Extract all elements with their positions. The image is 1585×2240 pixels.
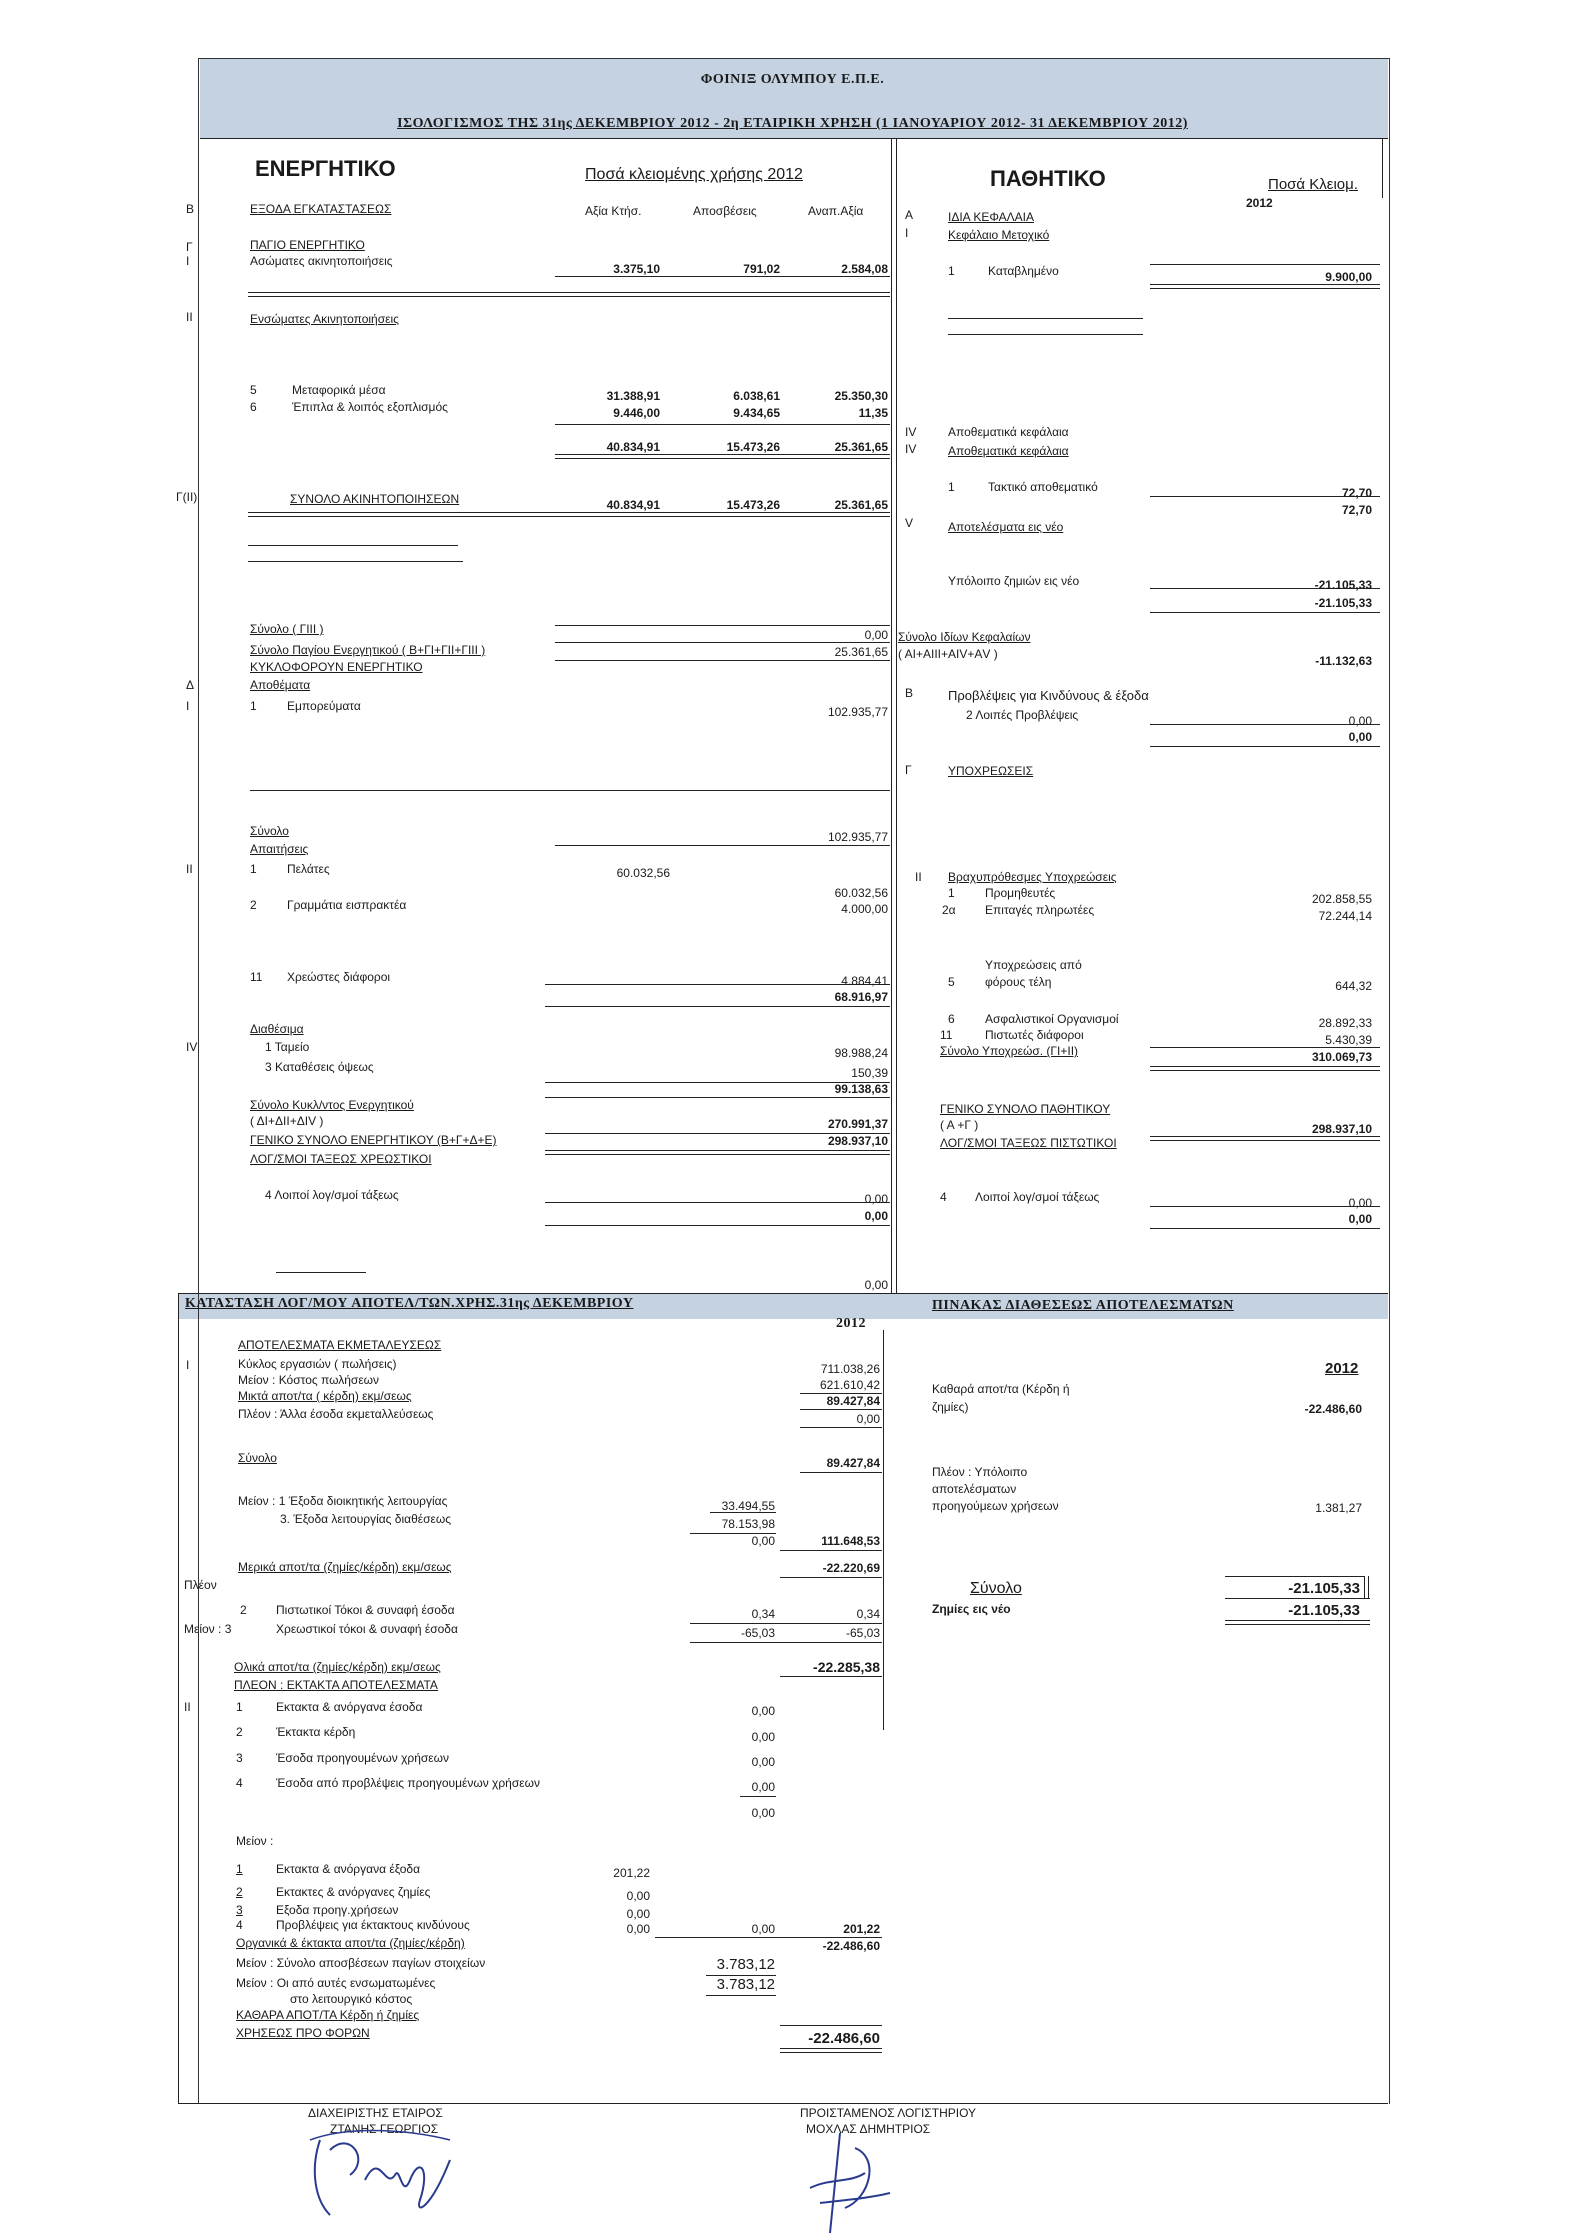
embedded-depr-label: Μείον : Οι από αυτές ενσωματωμένες <box>236 1976 436 1990</box>
code-lg: Γ <box>905 763 912 777</box>
other-provisions-value: 0,00 <box>1348 714 1372 728</box>
credit-memo4-label: Λοιποί λογ/σμοί τάξεως <box>975 1190 1100 1204</box>
col-cost-header: Αξία Κτήσ. <box>585 204 642 218</box>
income-sum-label: Σύνολο <box>238 1451 277 1465</box>
deposits-label: 3 Καταθέσεις όψεως <box>265 1060 374 1074</box>
liab-grand-sub: ( Α +Γ ) <box>940 1118 979 1132</box>
reserves-total: 72,70 <box>1341 503 1372 517</box>
extra-losses-label: Εκτακτες & ανόργανες ζημίες <box>276 1885 431 1899</box>
e2-no: 2 <box>236 1725 243 1739</box>
sales-value: 711.038,26 <box>820 1362 880 1376</box>
organic-results-label: Οργανικά & έκτακτα αποτ/τα (ζημίες/κέρδη) <box>236 1936 465 1950</box>
e1-no: 1 <box>236 1700 243 1714</box>
prior-year-income-value: 0,00 <box>751 1755 775 1769</box>
code-iv: IV <box>905 425 917 439</box>
merchandise-value: 102.935,77 <box>827 705 888 719</box>
dist-net-label-1: Καθαρά αποτ/τα (Κέρδη ή <box>932 1382 1070 1396</box>
equity-total-value: -11.132,63 <box>1315 654 1372 668</box>
rec1-no: 1 <box>250 862 257 876</box>
creditors-label: Πιστωτές διάφοροι <box>985 1028 1084 1042</box>
organic-results-value: -22.486,60 <box>822 1939 880 1953</box>
giii-value: 0,00 <box>864 628 888 642</box>
prior-year-income-label: Έσοδα προηγουμένων χρήσεων <box>276 1751 450 1765</box>
paid-in-value: 9.900,00 <box>1325 270 1372 284</box>
legal-reserve-value: 72,70 <box>1341 486 1372 500</box>
accountant-role: ΠΡΟΙΣΤΑΜΕΝΟΣ ΛΟΓΙΣΤΗΡΙΟΥ <box>800 2106 977 2120</box>
current-total-value: 270.991,37 <box>827 1117 888 1131</box>
loss-carried-value: -21.105,33 <box>1314 578 1372 592</box>
income-sum-value: 89.427,84 <box>826 1456 880 1470</box>
extra-expenses-label: Εκτακτα & ανόργανα έξοδα <box>276 1862 421 1876</box>
liabilities-heading: ΠΑΘΗΤΙΚΟ <box>990 166 1106 191</box>
deposits-value: 150,39 <box>851 1066 888 1080</box>
ai1-no: 1 <box>948 264 955 278</box>
x1-no: 1 <box>236 1862 243 1876</box>
dist-net-label-2: ζημίες) <box>932 1400 969 1414</box>
sales-label: Κύκλος εργασιών ( πωλήσεις) <box>238 1357 397 1371</box>
operating-cost-label: στο λειτουργικό κόστος <box>290 1992 413 2006</box>
credit-memo4-no: 4 <box>940 1190 947 1204</box>
x3-no: 3 <box>236 1903 243 1917</box>
fixed-assets-label: ΠΑΓΙΟ ΕΝΕΡΓΗΤΙΚΟ <box>250 238 365 252</box>
code-cash: IV <box>186 1040 198 1054</box>
x2-no: 2 <box>236 1885 243 1899</box>
provisions-total: 0,00 <box>1348 730 1372 744</box>
p11-no: 11 <box>940 1028 953 1042</box>
extra-gains-label: Έκτακτα κέρδη <box>276 1725 356 1739</box>
provision-income-value: 0,00 <box>751 1780 775 1794</box>
partial-results-value: -22.220,69 <box>822 1561 880 1575</box>
accountant-name: ΜΟΧΛΑΣ ΔΗΜΗΤΡΙΟΣ <box>806 2122 931 2136</box>
furniture-net: 11,35 <box>858 406 888 420</box>
inventory-label: Αποθέματα <box>250 678 311 692</box>
total-results-value: -22.285,38 <box>813 1659 880 1675</box>
code-lgii: ΙΙ <box>915 870 922 884</box>
intangible-depr: 791,02 <box>743 262 780 276</box>
gross-profit-label: Μικτά αποτ/τα ( κέρδη) εκμ/σεως <box>238 1389 412 1403</box>
income-code-ii: ΙΙ <box>184 1700 191 1714</box>
interest-income-label: Πιστωτικοί Τόκοι & συναφή έσοδα <box>276 1603 455 1617</box>
receivables-total: 68.916,97 <box>834 990 888 1004</box>
gross-profit-value: 89.427,84 <box>826 1394 880 1408</box>
assets-heading: ΕΝΕΡΓΗΤΙΚΟ <box>255 156 396 181</box>
code-g: Γ <box>186 240 193 254</box>
code-iv2: IV <box>905 442 917 456</box>
code-rec: ΙΙ <box>186 862 193 876</box>
cashbox-value: 98.988,24 <box>834 1046 888 1060</box>
selling-expenses-value: 78.153,98 <box>721 1517 775 1531</box>
debit-memo4-value: 0,00 <box>864 1192 888 1206</box>
legal-reserve-label: Τακτικό αποθεματικό <box>988 480 1098 494</box>
sundry-debtors-value: 4.884,41 <box>841 974 888 988</box>
loss-carried-total: -21.105,33 <box>1314 596 1372 610</box>
income-code-i: Ι <box>186 1358 190 1372</box>
assets-grand-value: 298.937,10 <box>827 1134 888 1148</box>
debit-memo-total: 0,00 <box>864 1209 888 1223</box>
rec2-no: 2 <box>250 898 257 912</box>
extra-gains-value: 0,00 <box>751 1730 775 1744</box>
code-ii: ΙΙ <box>186 310 193 324</box>
insurance-value: 28.892,33 <box>1318 1016 1372 1030</box>
rec11-no: 11 <box>250 970 263 984</box>
prior-year-expenses-label: Εξοδα προηγ.χρήσεων <box>276 1903 399 1917</box>
interest-expense-a: -65,03 <box>740 1626 775 1640</box>
reserves-label: Αποθεματικά κεφάλαια <box>948 425 1069 439</box>
retained-label: Αποτελέσματα εις νέο <box>948 520 1064 534</box>
merchandise-label: Εμπορεύματα <box>287 699 361 713</box>
res1-no: 1 <box>948 480 955 494</box>
operating-results-heading: ΑΠΟΤΕΛΕΣΜΑΤΑ ΕΚΜΕΤΑΛΕΥΣΕΩΣ <box>238 1338 442 1352</box>
extraordinary-heading: ΠΛΕΟΝ : ΕΚΤΑΚΤΑ ΑΠΟΤΕΛΕΣΜΑΤΑ <box>234 1678 438 1692</box>
obligations-label: ΥΠΟΧΡΕΩΣΕΙΣ <box>948 764 1034 778</box>
loss-carried-label: Υπόλοιπο ζημιών εις νέο <box>948 574 1080 588</box>
intangible-net: 2.584,08 <box>841 262 888 276</box>
equity-total-label: Σύνολο Ιδίων Κεφαλαίων <box>898 630 1031 644</box>
equity-total-sub: ( ΑΙ+ΑΙΙΙ+ΑΙV+ΑV ) <box>898 647 998 661</box>
interest-income-a: 0,34 <box>751 1607 775 1621</box>
creditors-value: 5.430,39 <box>1325 1033 1372 1047</box>
company-name: ΦΟΙΝΙΞ ΟΛΥΜΠΟΥ Ε.Π.Ε. <box>700 72 885 87</box>
fixed-total-value: 25.361,65 <box>834 645 888 659</box>
notes-value: 4.000,00 <box>841 902 888 916</box>
code-d1: Ι <box>186 699 190 713</box>
assets-bottom-value: 0,00 <box>864 1278 888 1292</box>
depreciation-value: 3.783,12 <box>716 1956 775 1973</box>
manager-role: ΔΙΑΧΕΙΡΙΣΤΗΣ ΕΤΑΙΡΟΣ <box>308 2106 443 2120</box>
taxes-value: 644,32 <box>1335 979 1372 993</box>
net-results-label-1: ΚΑΘΑΡΑ ΑΠΟΤ/ΤΑ Κέρδη ή ζημίες <box>236 2008 420 2022</box>
int-in-no: 2 <box>240 1603 247 1617</box>
dist-net-value: -22.486,60 <box>1304 1402 1362 1416</box>
taxes-label-2: φόρους τέλη <box>985 975 1052 989</box>
insurance-label: Ασφαλιστικοί Οργανισμοί <box>985 1012 1119 1026</box>
other-provisions-label: 2 Λοιπές Προβλέψεις <box>966 708 1079 722</box>
liabilities-year: 2012 <box>1246 196 1273 210</box>
net-results-value: -22.486,60 <box>808 2030 880 2047</box>
extra-expenses-col2: 0,00 <box>751 1922 775 1936</box>
code-gii: Γ(ΙΙ) <box>176 490 198 504</box>
inventory-total-label: Σύνολο <box>250 824 289 838</box>
extra-losses-value: 0,00 <box>626 1889 650 1903</box>
expenses-col1: 0,00 <box>751 1534 775 1548</box>
liabilities-amount-heading: Ποσά Κλειομ. <box>1268 176 1358 193</box>
suppliers-label: Προμηθευτές <box>985 886 1056 900</box>
cogs-label: Μείον : Κόστος πωλήσεων <box>238 1373 380 1387</box>
interest-expense-b: -65,03 <box>845 1626 880 1640</box>
liab-grand-label: ΓΕΝΙΚΟ ΣΥΝΟΛΟ ΠΑΘΗΤΙΚΟΥ <box>940 1102 1111 1116</box>
row5-no: 5 <box>250 383 257 397</box>
tangible-sub-depr: 15.473,26 <box>726 440 780 454</box>
manager-signature <box>290 2120 470 2230</box>
income-heading: ΚΑΤΑΣΤΑΣΗ ΛΟΓ/ΜΟΥ ΑΠΟΤΕΛ/ΤΩΝ.ΧΡΗΣ.31ης ΔΕΚΕΜΒΡΙΟΥ <box>185 1296 634 1311</box>
equity-section-label: ΙΔΙΑ ΚΕΦΑΛΑΙΑ <box>948 210 1034 224</box>
cogs-value: 621.610,42 <box>819 1378 880 1392</box>
distribution-year: 2012 <box>1325 1360 1359 1377</box>
plus-label: Πλέον <box>184 1578 217 1592</box>
debit-memo4-label: 4 Λοιποί λογ/σμοί τάξεως <box>265 1188 399 1202</box>
x4-no: 4 <box>236 1918 243 1932</box>
customers-label: Πελάτες <box>287 862 330 876</box>
formation-expenses-label: ΕΞΟΔΑ ΕΓΚΑΤΑΣΤΑΣΕΩΣ <box>250 202 392 216</box>
suppliers-value: 202.858,55 <box>1311 892 1372 906</box>
depreciation-label: Μείον : Σύνολο αποσβέσεων παγίων στοιχείων <box>236 1956 486 1970</box>
minus-label: Μείον : 3 <box>184 1622 232 1636</box>
extra-income-total: 0,00 <box>751 1806 775 1820</box>
liab-total-label: Σύνολο Υποχρεώσ. (ΓΙ+ΙΙ) <box>940 1044 1079 1058</box>
admin-expenses-value: 33.494,55 <box>721 1499 775 1513</box>
code-i: Ι <box>186 254 190 268</box>
cash-total: 99.138,63 <box>834 1082 888 1096</box>
intangible-label: Ασώματες ακινητοποιήσεις <box>250 254 393 268</box>
manager-name: ΖΤΑΝΗΣ ΓΕΩΡΓΙΟΣ <box>330 2122 439 2136</box>
customers-gross: 60.032,56 <box>616 866 670 880</box>
reserves-label-2: Αποθεματικά κεφάλαια <box>948 444 1069 458</box>
total-fixed-net: 25.361,65 <box>834 498 888 512</box>
total-fixed-cost: 40.834,91 <box>606 498 660 512</box>
code-lb: Β <box>905 686 914 700</box>
dist-prev-label-1: Πλέον : Υπόλοιπο <box>932 1465 1028 1479</box>
transport-depr: 6.038,61 <box>733 389 780 403</box>
distribution-heading: ΠΙΝΑΚΑΣ ΔΙΑΘΕΣΕΩΣ ΑΠΟΤΕΛΕΣΜΑΤΩΝ <box>932 1298 1234 1313</box>
d1-no: 1 <box>250 699 257 713</box>
furniture-label: Έπιπλα & λοιπός εξοπλισμός <box>292 400 448 414</box>
dist-loss-label: Ζημίες εις νέο <box>932 1602 1011 1616</box>
extra-expenses-total: 201,22 <box>843 1922 880 1936</box>
transport-label: Μεταφορικά μέσα <box>292 383 386 397</box>
assets-grand-label: ΓΕΝΙΚΟ ΣΥΝΟΛΟ ΕΝΕΡΓΗΤΙΚΟΥ (Β+Γ+Δ+Ε) <box>250 1133 497 1147</box>
risk-provisions-value: 0,00 <box>626 1922 650 1936</box>
credit-memo-label: ΛΟΓ/ΣΜΟΙ ΤΑΞΕΩΣ ΠΙΣΤΩΤΙΚΟΙ <box>940 1136 1117 1150</box>
code-v: V <box>905 516 914 530</box>
liab-grand-value: 298.937,10 <box>1311 1122 1372 1136</box>
dist-sum-label: Σύνολο <box>970 1580 1022 1597</box>
code-b: Β <box>186 202 195 216</box>
dist-sum-value: -21.105,33 <box>1288 1580 1360 1597</box>
inventory-total-value: 102.935,77 <box>827 830 888 844</box>
admin-expenses-label: Μείον : 1 Έξοδα διοικητικής λειτουργίας <box>238 1494 448 1508</box>
other-income-label: Πλέον : Άλλα έσοδα εκμεταλλεύσεως <box>238 1407 434 1421</box>
column-divider <box>891 138 892 1293</box>
expenses-total: 111.648,53 <box>821 1534 880 1548</box>
liab-total-value: 310.069,73 <box>1311 1050 1372 1064</box>
cash-label: Διαθέσιμα <box>250 1022 304 1036</box>
receivables-label: Απαιτήσεις <box>250 842 309 856</box>
dist-prev-label-2: αποτελέσματων <box>932 1482 1017 1496</box>
fixed-total-label: Σύνολο Παγίου Ενεργητικού ( Β+ΓΙ+ΓΙΙ+ΓΙΙΙ ) <box>250 643 486 657</box>
paid-in-label: Καταβλημένο <box>988 264 1059 278</box>
row6-no: 6 <box>250 400 257 414</box>
debit-memo-label: ΛΟΓ/ΣΜΟΙ ΤΑΞΕΩΣ ΧΡΕΩΣΤΙΚΟΙ <box>250 1152 432 1166</box>
p2-no: 2α <box>942 903 956 917</box>
cheques-payable-label: Επιταγές πληρωτέες <box>985 903 1095 917</box>
transport-cost: 31.388,91 <box>606 389 660 403</box>
provisions-label: Προβλέψεις για Κινδύνους & έξοδα <box>948 688 1149 703</box>
net-results-label-2: ΧΡΗΣΕΩΣ ΠΡΟ ΦΟΡΩΝ <box>236 2026 370 2040</box>
customers-value: 60.032,56 <box>834 886 888 900</box>
other-income-value: 0,00 <box>856 1412 880 1426</box>
col-net-header: Αναπ.Αξία <box>808 204 864 218</box>
e3-no: 3 <box>236 1751 243 1765</box>
provision-income-label: Έσοδα από προβλέψεις προηγουμένων χρήσεων <box>276 1776 540 1790</box>
interest-income-b: 0,34 <box>856 1607 880 1621</box>
total-fixed-depr: 15.473,26 <box>726 498 780 512</box>
p6-no: 6 <box>948 1012 955 1026</box>
code-d: Δ <box>186 678 195 692</box>
current-total-sub: ( ΔΙ+ΔΙΙ+ΔΙV ) <box>250 1114 324 1128</box>
extra-income-value: 0,00 <box>751 1704 775 1718</box>
e4-no: 4 <box>236 1776 243 1790</box>
sundry-debtors-label: Χρεώστες διάφοροι <box>287 970 391 984</box>
transport-net: 25.350,30 <box>834 389 888 403</box>
giii-label: Σύνολο ( ΓΙΙΙ ) <box>250 622 324 636</box>
code-ai: Ι <box>905 226 909 240</box>
cashbox-label: 1 Ταμείο <box>265 1040 310 1054</box>
col-depr-header: Αποσβέσεις <box>693 204 757 218</box>
furniture-depr: 9.434,65 <box>733 406 780 420</box>
embedded-depr-value: 3.783,12 <box>716 1976 775 1993</box>
report-title: ΙΣΟΛΟΓΙΣΜΟΣ ΤΗΣ 31ης ΔΕΚΕΜΒΡΙΟΥ 2012 - 2η ΕΤΑΙΡΙΚΗ ΧΡΗΣΗ (1 ΙΑΝΟΥΑΡΙΟΥ 2012- 31 ΔΕΚΕΜΒΡΙΟΥ 2012) <box>397 116 1188 131</box>
tangible-label: Ενσώματες Ακινητοποιήσεις <box>250 312 399 326</box>
share-capital-label: Κεφάλαιο Μετοχικό <box>948 228 1050 242</box>
total-results-label: Ολικά αποτ/τα (ζημίες/κέρδη) εκμ/σεως <box>234 1660 441 1674</box>
interest-expense-label: Χρεωστικοί τόκοι & συναφή έσοδα <box>276 1622 458 1636</box>
dist-prev-value: 1.381,27 <box>1315 1501 1362 1515</box>
extra-expenses-value: 201,22 <box>613 1866 650 1880</box>
credit-memo-total: 0,00 <box>1348 1212 1372 1226</box>
current-assets-label: ΚΥΚΛΟΦΟΡΟΥΝ ΕΝΕΡΓΗΤΙΚΟ <box>250 660 423 674</box>
risk-provisions-label: Προβλέψεις για έκτακτους κινδύνους <box>276 1918 470 1932</box>
dist-loss-value: -21.105,33 <box>1288 1602 1360 1619</box>
selling-expenses-label: 3. Έξοδα λειτουργίας διαθέσεως <box>280 1512 452 1526</box>
current-total-label: Σύνολο Κυκλ/ντος Ενεργητικού <box>250 1098 414 1112</box>
prior-year-expenses-value: 0,00 <box>626 1907 650 1921</box>
cheques-payable-value: 72.244,14 <box>1318 909 1372 923</box>
extra-income-label: Εκτακτα & ανόργανα έσοδα <box>276 1700 423 1714</box>
p1-no: 1 <box>948 886 955 900</box>
code-a: Α <box>905 208 914 222</box>
balance-sheet-frame <box>198 58 1390 2104</box>
assets-amount-heading: Ποσά κλειομένης χρήσης 2012 <box>585 166 803 183</box>
total-fixed-label: ΣΥΝΟΛΟ ΑΚΙΝΗΤΟΠΟΙΗΣΕΩΝ <box>290 492 460 506</box>
short-term-label: Βραχυπρόθεσμες Υποχρεώσεις <box>948 870 1117 884</box>
taxes-label-1: Υποχρεώσεις από <box>985 958 1082 972</box>
partial-results-label: Μερικά αποτ/τα (ζημίες/κέρδη) εκμ/σεως <box>238 1560 452 1574</box>
p5-no: 5 <box>948 975 955 989</box>
intangible-cost: 3.375,10 <box>613 262 660 276</box>
minus2-label: Μείον : <box>236 1834 274 1848</box>
credit-memo4-value: 0,00 <box>1348 1196 1372 1210</box>
tangible-sub-cost: 40.834,91 <box>606 440 660 454</box>
income-year: 2012 <box>836 1316 866 1331</box>
notes-label: Γραμμάτια εισπρακτέα <box>287 898 407 912</box>
tangible-sub-net: 25.361,65 <box>834 440 888 454</box>
dist-prev-label-3: προηγούμεων χρήσεων <box>932 1499 1059 1513</box>
accountant-signature <box>790 2128 910 2238</box>
furniture-cost: 9.446,00 <box>613 406 660 420</box>
